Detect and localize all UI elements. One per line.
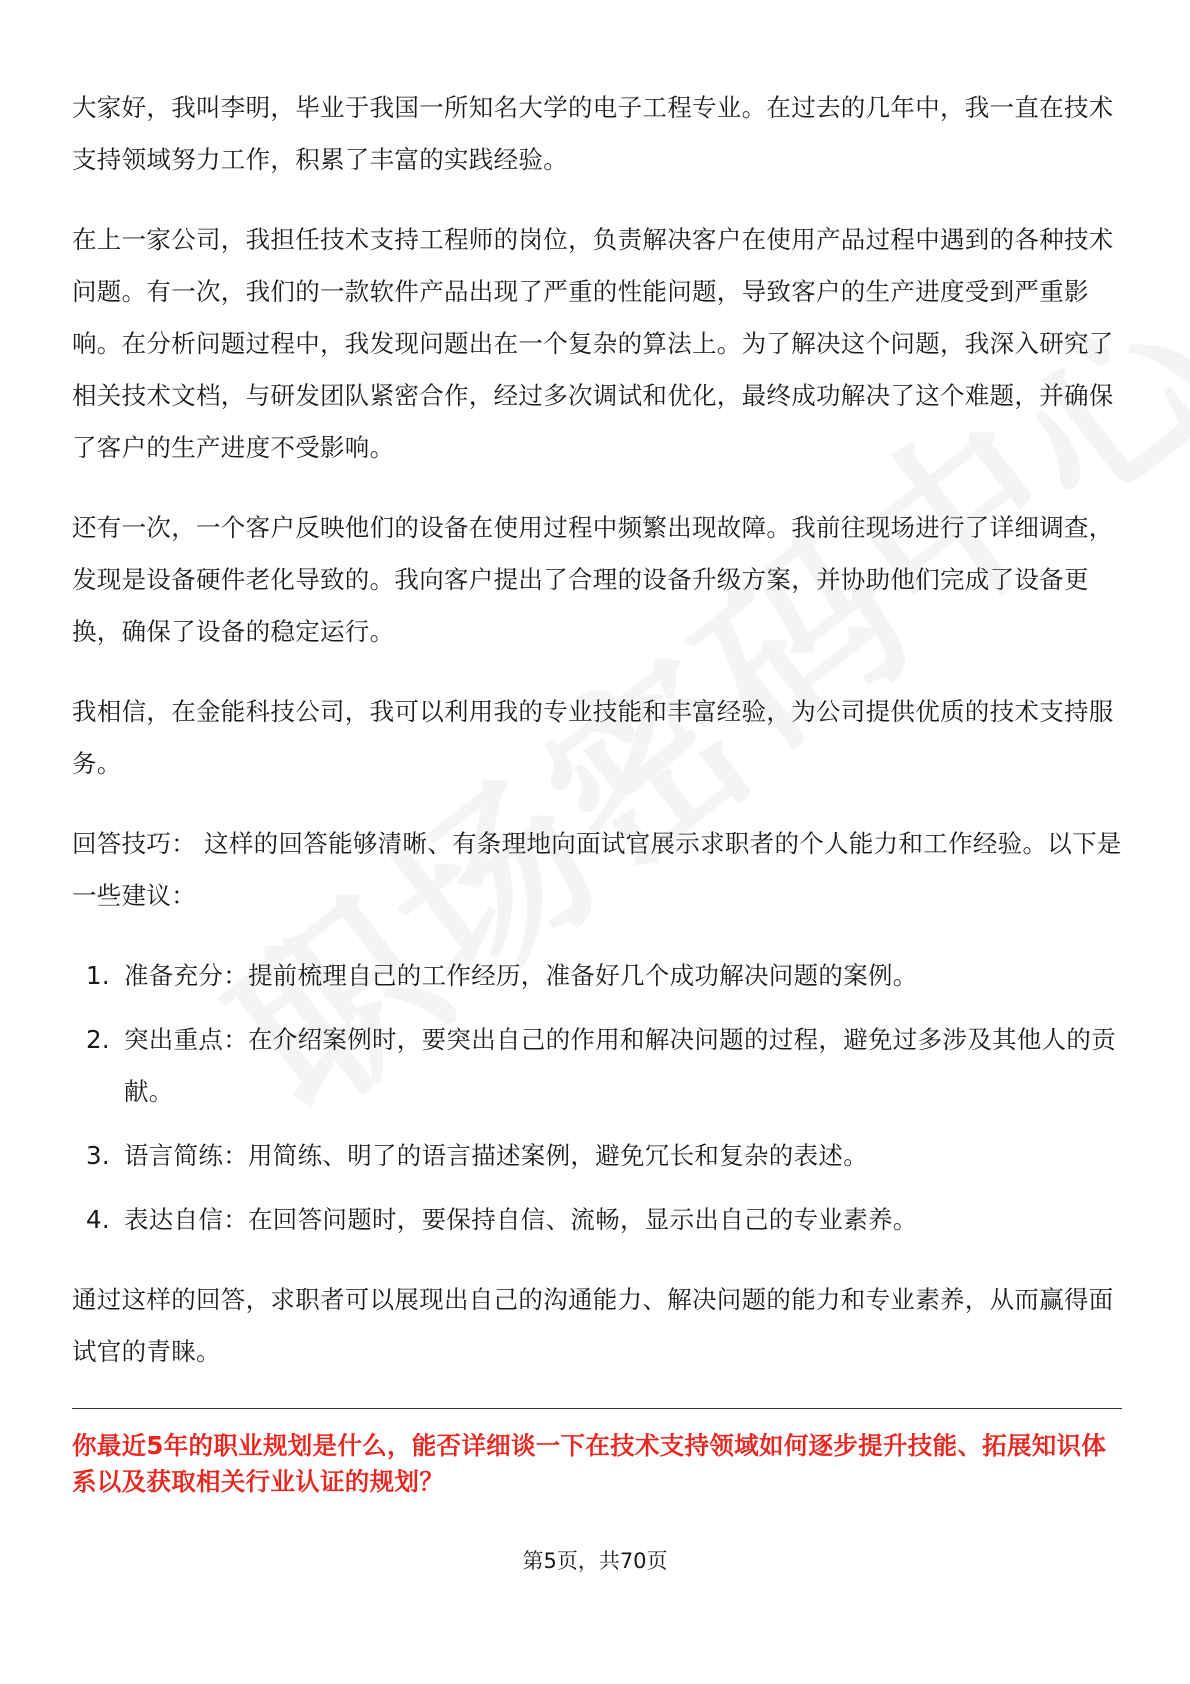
paragraph-tips-intro: 回答技巧： 这样的回答能够清晰、有条理地向面试官展示求职者的个人能力和工作经验。以下是一些建议： <box>72 829 1122 910</box>
list-text: 准备充分：提前梳理自己的工作经历，准备好几个成功解决问题的案例。 <box>124 961 918 990</box>
paragraph-closing: 我相信，在金能科技公司，我可以利用我的专业技能和丰富经验，为公司提供优质的技术支持服务。 <box>72 697 1114 778</box>
paragraph-conclusion: 通过这样的回答，求职者可以展现出自己的沟通能力、解决问题的能力和专业素养，从而赢得面试官的青睐。 <box>72 1285 1114 1366</box>
paragraph-intro: 大家好，我叫李明，毕业于我国一所知名大学的电子工程专业。在过去的几年中，我一直在技术支持领域努力工作，积累了丰富的实践经验。 <box>72 93 1114 174</box>
list-item <box>72 1194 1122 1246</box>
list-number: 3. <box>86 1141 110 1170</box>
tips-list <box>72 950 1122 1246</box>
list-text: 语言简练：用简练、明了的语言描述案例，避免冗长和复杂的表述。 <box>124 1141 868 1170</box>
list-item <box>72 1014 1122 1118</box>
list-item <box>72 1130 1122 1182</box>
list-number: 1. <box>86 961 110 990</box>
page-number: 第5页，共70页 <box>522 1549 668 1573</box>
list-number: 2. <box>86 1025 110 1054</box>
paragraph-case-two: 还有一次，一个客户反映他们的设备在使用过程中频繁出现故障。我前往现场进行了详细调查，发现是设备硬件老化导致的。我向客户提出了合理的设备升级方案，并协助他们完成了设备更换，确保了设备的稳定运行。 <box>72 513 1114 646</box>
answer-body <box>72 82 1122 1406</box>
paragraph-case-one: 在上一家公司，我担任技术支持工程师的岗位，负责解决客户在使用产品过程中遇到的各种技术问题。有一次，我们的一款软件产品出现了严重的性能问题，导致客户的生产进度受到严重影响。在分析问题过程中，我发现问题出在一个复杂的算法上。为了解决这个问题，我深入研究了相关技术文档，与研发团队紧密合作，经过多次调试和优化，最终成功解决了这个难题，并确保了客户的生产进度不受影响。 <box>72 225 1114 462</box>
list-item <box>72 950 1122 1002</box>
list-number: 4. <box>86 1205 110 1234</box>
list-text: 突出重点：在介绍案例时，要突出自己的作用和解决问题的过程，避免过多涉及其他人的贡献。 <box>124 1025 1116 1106</box>
section-divider <box>72 1408 1122 1409</box>
list-text: 表达自信：在回答问题时，要保持自信、流畅，显示出自己的专业素养。 <box>124 1205 918 1234</box>
next-question-heading: 你最近5年的职业规划是什么，能否详细谈一下在技术支持领域如何逐步提升技能、拓展知识体系以及获取相关行业认证的规划？ <box>72 1431 1107 1496</box>
